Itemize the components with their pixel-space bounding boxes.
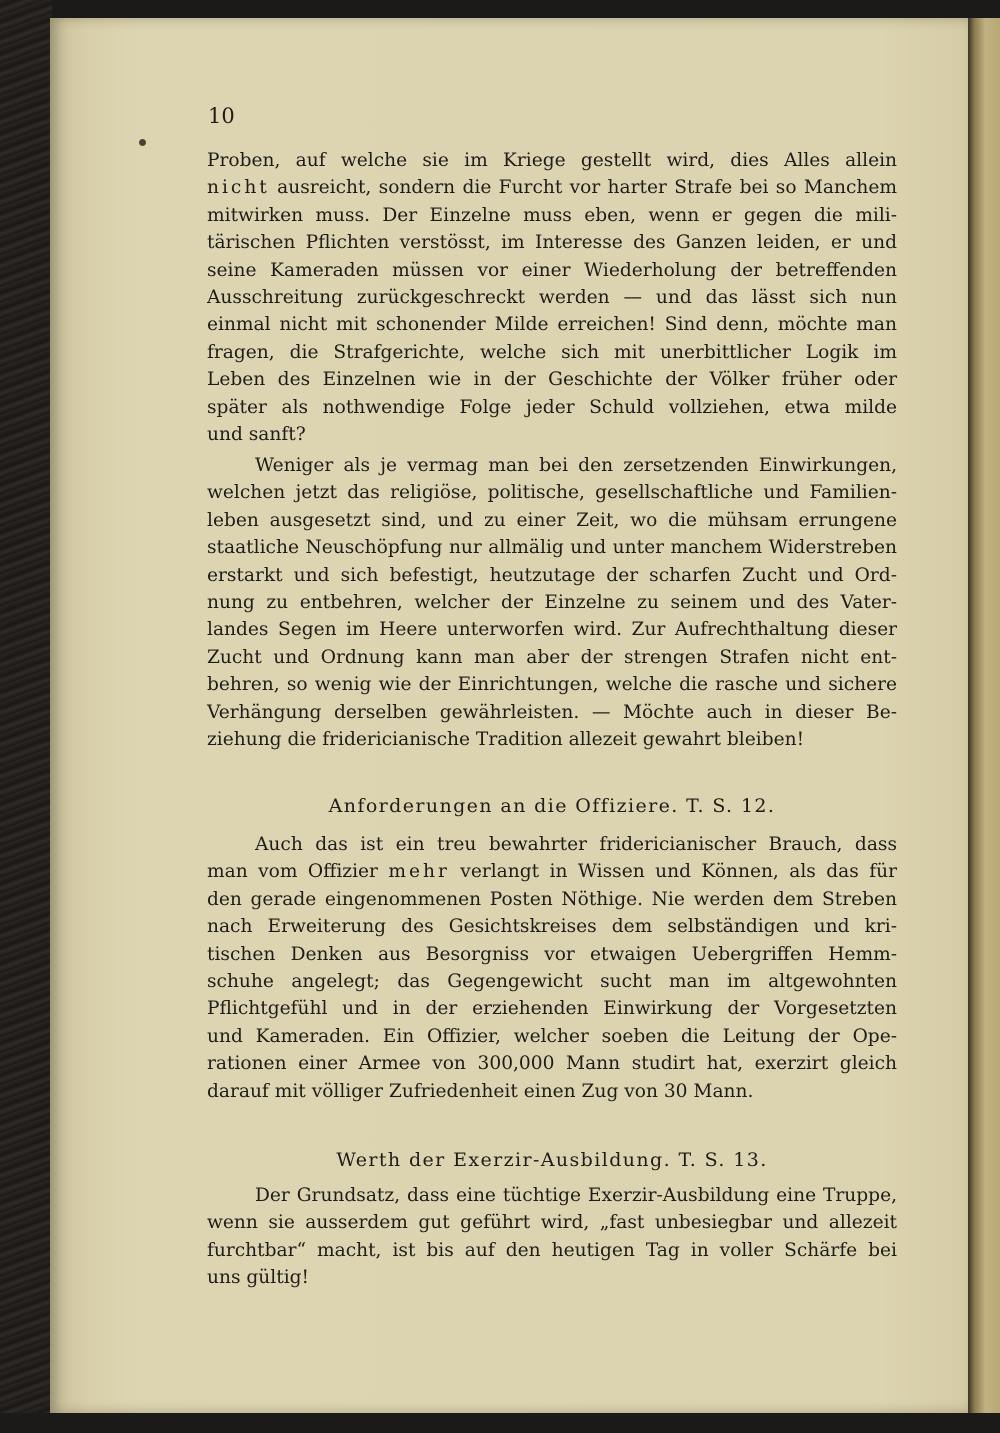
text-line: Der Grundsatz, dass eine tüchtige Exerzir-Ausbildung eine Truppe, bbox=[255, 1185, 897, 1206]
text-line: fragen, die Strafgerichte, welche sich mit unerbittlicher Logik im bbox=[207, 341, 897, 363]
text-line: und sanft? bbox=[207, 424, 306, 446]
text-line: behren, so wenig wie der Einrichtungen, welche die rasche und sichere bbox=[207, 674, 897, 696]
text-line: mitwirken muss. Der Einzelne muss eben, wenn er gegen die mili- bbox=[207, 204, 897, 226]
text-line: uns gültig! bbox=[207, 1267, 310, 1289]
text-line: wenn sie ausserdem gut geführt wird, „fast unbesiegbar und allezeit bbox=[207, 1212, 897, 1234]
text-line: Zucht und Ordnung kann man aber der strengen Strafen nicht ent- bbox=[207, 646, 897, 668]
text-line: Weniger als je vermag man bei den zersetzenden Einwirkungen, bbox=[255, 455, 897, 476]
text-line: den gerade eingenommenen Posten Nöthige. Nie werden dem Streben bbox=[207, 888, 897, 910]
text-line: nung zu entbehren, welcher der Einzelne zu seinem und des Vater- bbox=[207, 592, 897, 614]
text-line: Auch das ist ein treu bewahrter fridericianischer Brauch, dass bbox=[255, 834, 897, 855]
section-2-paragraph bbox=[207, 1182, 897, 1292]
text-line: tärischen Pflichten verstösst, im Interesse des Ganzen leiden, er und bbox=[207, 232, 897, 254]
text-line bbox=[207, 858, 897, 885]
text-line: furchtbar“ macht, ist bis auf den heutigen Tag in voller Schärfe bei bbox=[207, 1239, 897, 1261]
text-line: Pflichtgefühl und in der erziehenden Einwirkung der Vorgesetzten bbox=[207, 998, 897, 1020]
text-line: Leben des Einzelnen wie in der Geschichte der Völker früher oder bbox=[207, 369, 897, 391]
text-line-part: ausreicht, sondern die Furcht vor harter Strafe bei so Manchem bbox=[269, 177, 897, 199]
text-line: nach Erweiterung des Gesichtskreises dem selbständigen und kri- bbox=[207, 916, 897, 938]
emphasized-word: mehr bbox=[388, 861, 450, 883]
page-number: 10 bbox=[208, 104, 235, 128]
text-line: tischen Denken aus Besorgniss vor etwaigen Uebergriffen Hemm- bbox=[207, 943, 897, 965]
text-line: darauf mit völliger Zufriedenheit einen Zug von 30 Mann. bbox=[207, 1080, 754, 1102]
text-line-part: man vom Offizier bbox=[207, 861, 389, 883]
text-line: landes Segen im Heere unterworfen wird. Zur Aufrechthaltung dieser bbox=[207, 619, 897, 641]
text-line-part: verlangt in Wissen und Können, als das für bbox=[449, 861, 897, 883]
margin-dot-mark bbox=[139, 139, 146, 146]
book-cover-bottom-edge bbox=[0, 1413, 1000, 1433]
text-line: rationen einer Armee von 300,000 Mann studirt hat, exerzirt gleich bbox=[207, 1053, 897, 1075]
book-cover-top-edge bbox=[0, 0, 1000, 18]
section-heading-offiziere: Anforderungen an die Offiziere. T. S. 12. bbox=[328, 795, 776, 817]
text-line: welchen jetzt das religiöse, politische, gesellschaftliche und Familien- bbox=[207, 482, 897, 504]
text-line: Proben, auf welche sie im Kriege gestellt wird, dies Alles allein bbox=[207, 150, 897, 171]
paragraph-2 bbox=[207, 452, 897, 753]
text-line: und Kameraden. Ein Offizier, welcher soeben die Leitung der Ope- bbox=[207, 1025, 897, 1047]
text-line: erstarkt und sich befestigt, heutzutage der scharfen Zucht und Ord- bbox=[207, 564, 897, 586]
text-line: später als nothwendige Folge jeder Schuld vollziehen, etwa milde bbox=[207, 396, 897, 418]
text-line: einmal nicht mit schonender Milde erreichen! Sind denn, möchte man bbox=[207, 314, 897, 336]
paragraph-1 bbox=[207, 147, 897, 448]
text-line: Verhängung derselben gewährleisten. — Möchte auch in dieser Be- bbox=[207, 701, 897, 723]
text-line: leben ausgesetzt sind, und zu einer Zeit, wo die mühsam errungene bbox=[207, 509, 897, 531]
text-line: staatliche Neuschöpfung nur allmälig und unter manchem Widerstreben bbox=[207, 537, 897, 559]
text-line bbox=[207, 174, 897, 201]
emphasized-word: nicht bbox=[207, 177, 270, 199]
text-line: seine Kameraden müssen vor einer Wiederholung der betreffenden bbox=[207, 259, 897, 281]
adjacent-page-edge bbox=[968, 18, 1000, 1413]
book-binding-left bbox=[0, 0, 52, 1433]
text-line: Ausschreitung zurückgeschreckt werden — und das lässt sich nun bbox=[207, 287, 897, 309]
text-line: ziehung die fridericianische Tradition allezeit gewahrt bleiben! bbox=[207, 729, 805, 751]
text-line: schuhe angelegt; das Gegengewicht sucht man im altgewohnten bbox=[207, 971, 897, 993]
section-heading-exerzir: Werth der Exerzir-Ausbildung. T. S. 13. bbox=[336, 1149, 768, 1171]
section-1-paragraph bbox=[207, 831, 897, 1105]
